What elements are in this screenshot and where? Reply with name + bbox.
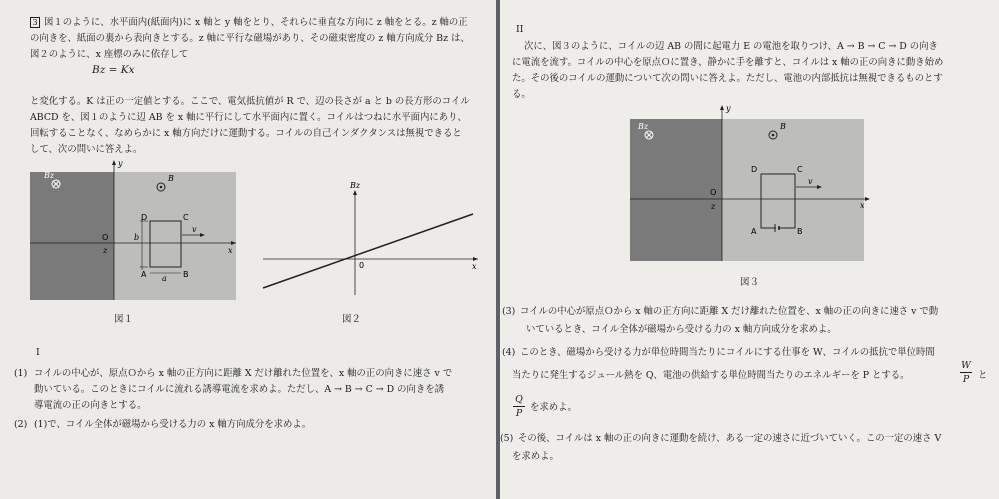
fig3-b-right-label: B	[780, 122, 786, 131]
fig3-y-label: y	[726, 104, 731, 113]
fig2-caption: 図２	[342, 314, 362, 325]
fig3-v-label: v	[808, 177, 813, 186]
fig2-line	[263, 214, 473, 288]
formula-bz: Bz = Kx	[92, 64, 135, 76]
section-ii: II	[516, 24, 524, 35]
fig3-caption: 図３	[740, 277, 760, 288]
intro-line-8: して、次の問いに答えよ。	[30, 144, 143, 155]
figure-3	[630, 105, 870, 263]
q5-number: (5)	[500, 433, 514, 444]
fig1-a-side-label: a	[162, 274, 167, 283]
fig1-z-label: z	[103, 246, 108, 255]
intro-line-6: ABCD を、図１のように辺 AB を x 軸に平行にして水平面内に置く。コイルはつねに水平面内にあり、	[30, 112, 467, 123]
q4-line-3: を求めよ。	[530, 402, 577, 413]
right-intro-line-3: た。その後のコイルの運動について次の問いに答えよ。ただし、電池の内部抵抗は無視できるものとす	[512, 73, 943, 84]
right-page	[500, 0, 999, 499]
fig3-origin-label: O	[710, 188, 717, 197]
fig1-x-label: x	[228, 246, 233, 255]
frac-q-denominator: P	[515, 408, 523, 419]
figure-2	[258, 180, 478, 295]
fig3-b-left-label: Bz	[638, 122, 649, 131]
right-intro-line-1: 次に、図３のように、コイルの辺 AB の間に起電力 E の電池を取りつけ、A → B → C → D の向き	[524, 41, 938, 52]
fig3-x-label: x	[860, 201, 865, 210]
left-page	[0, 0, 496, 499]
fig1-y-label: y	[118, 159, 123, 168]
section-i: I	[36, 347, 40, 358]
frac-w-numerator: W	[961, 360, 971, 371]
q1-line-2: 動いている。このときにコイルに流れる誘導電流を求めよ。ただし、A → B → C → D の向きを誘	[34, 384, 444, 395]
frac-w-denominator: P	[962, 374, 970, 385]
fig3-z-label: z	[711, 202, 716, 211]
fig1-corner-a: A	[141, 270, 147, 279]
q4-line-1: このとき、磁場から受ける力が単位時間当たりにコイルにする仕事を W、コイルの抵抗で単位時間	[520, 347, 935, 358]
intro-line-1: 図１のように、水平面内(紙面内)に x 軸と y 軸をとり、それらに垂直な方向に z 軸をとる。z 軸の正	[44, 17, 468, 28]
fig1-origin-label: O	[102, 233, 109, 242]
q4-line-2: 当たりに発生するジュール熱を Q、電池の供給する単位時間当たりのエネルギーを P とする。	[512, 370, 910, 381]
q1-number: (1)	[14, 368, 28, 379]
fig3-corner-b: B	[797, 227, 803, 236]
frac-q-numerator: Q	[515, 394, 523, 405]
q3-line-2: いているとき、コイル全体が磁場から受ける力の x 軸方向成分を求めよ。	[526, 324, 837, 335]
q5-line-1: その後、コイルは x 軸の正の向きに運動を続け、ある一定の速さに近づいていく。この一定の速さ V	[518, 433, 942, 444]
q4-number: (4)	[502, 347, 516, 358]
fig3-corner-d: D	[751, 165, 758, 174]
intro-line-5: と変化する。K は正の一定値とする。ここで、電気抵抗値が R で、辺の長さが a と b の長方形のコイル	[30, 96, 470, 107]
q1-line-1: コイルの中心が、原点Ｏから x 軸の正方向に距離 X だけ離れた位置を、x 軸の正の向きに速さ v で	[34, 368, 453, 379]
fig2-x-label: x	[472, 262, 477, 271]
q1-line-3: 導電流の正の向きとする。	[34, 400, 147, 411]
fig3-dark-region	[630, 119, 722, 261]
fig1-caption: 図１	[114, 314, 134, 325]
frac-q-bar	[513, 406, 525, 407]
figure-1	[30, 160, 236, 300]
fig1-corner-d: D	[141, 213, 148, 222]
fig1-corner-b: B	[183, 270, 189, 279]
frac-w-bar	[960, 372, 972, 373]
q3-line-1: コイルの中心が原点Ｏから x 軸の正方向に距離 X だけ離れた位置を、x 軸の正の向きに速さ v で動	[520, 306, 939, 317]
q2-line-1: (1)で、コイル全体が磁場から受ける力の x 軸方向成分を求めよ。	[34, 419, 312, 430]
q5-line-2: を求めよ。	[512, 451, 559, 462]
fig1-b-side-label: b	[134, 233, 140, 242]
fig3-light-region	[722, 119, 864, 261]
fig1-v-label: v	[192, 225, 197, 234]
right-intro-line-4: る。	[512, 89, 531, 100]
fig1-b-right-label: B	[168, 174, 174, 183]
fig1-corner-c: C	[183, 213, 189, 222]
fig3-corner-a: A	[751, 227, 757, 236]
intro-line-3: 図２のように、x 座標のみに依存して	[30, 49, 189, 60]
fig1-b-left-label: Bz	[44, 171, 55, 180]
problem-number: 3	[30, 17, 43, 29]
intro-line-7: 回転することなく、なめらかに x 軸方向だけに運動する。コイルの自己インダクタンスは無視できると	[30, 128, 462, 139]
fig2-origin-label: 0	[359, 261, 365, 270]
intro-line-2: の向きを、紙面の裏から表向きとする。z 軸に平行な磁場があり、その磁束密度の z 軸方向成分 Bz は、	[30, 33, 470, 44]
fig2-bz-label: Bz	[350, 181, 361, 190]
q2-number: (2)	[14, 419, 28, 430]
fig1-light-region	[114, 172, 236, 300]
q4-and: と	[978, 370, 988, 381]
right-intro-line-2: に電流を流す。コイルの中心を原点Ｏに置き、静かに手を離すと、コイルは x 軸の正の向きに動き始め	[512, 57, 944, 68]
fig3-corner-c: C	[797, 165, 803, 174]
q3-number: (3)	[502, 306, 516, 317]
